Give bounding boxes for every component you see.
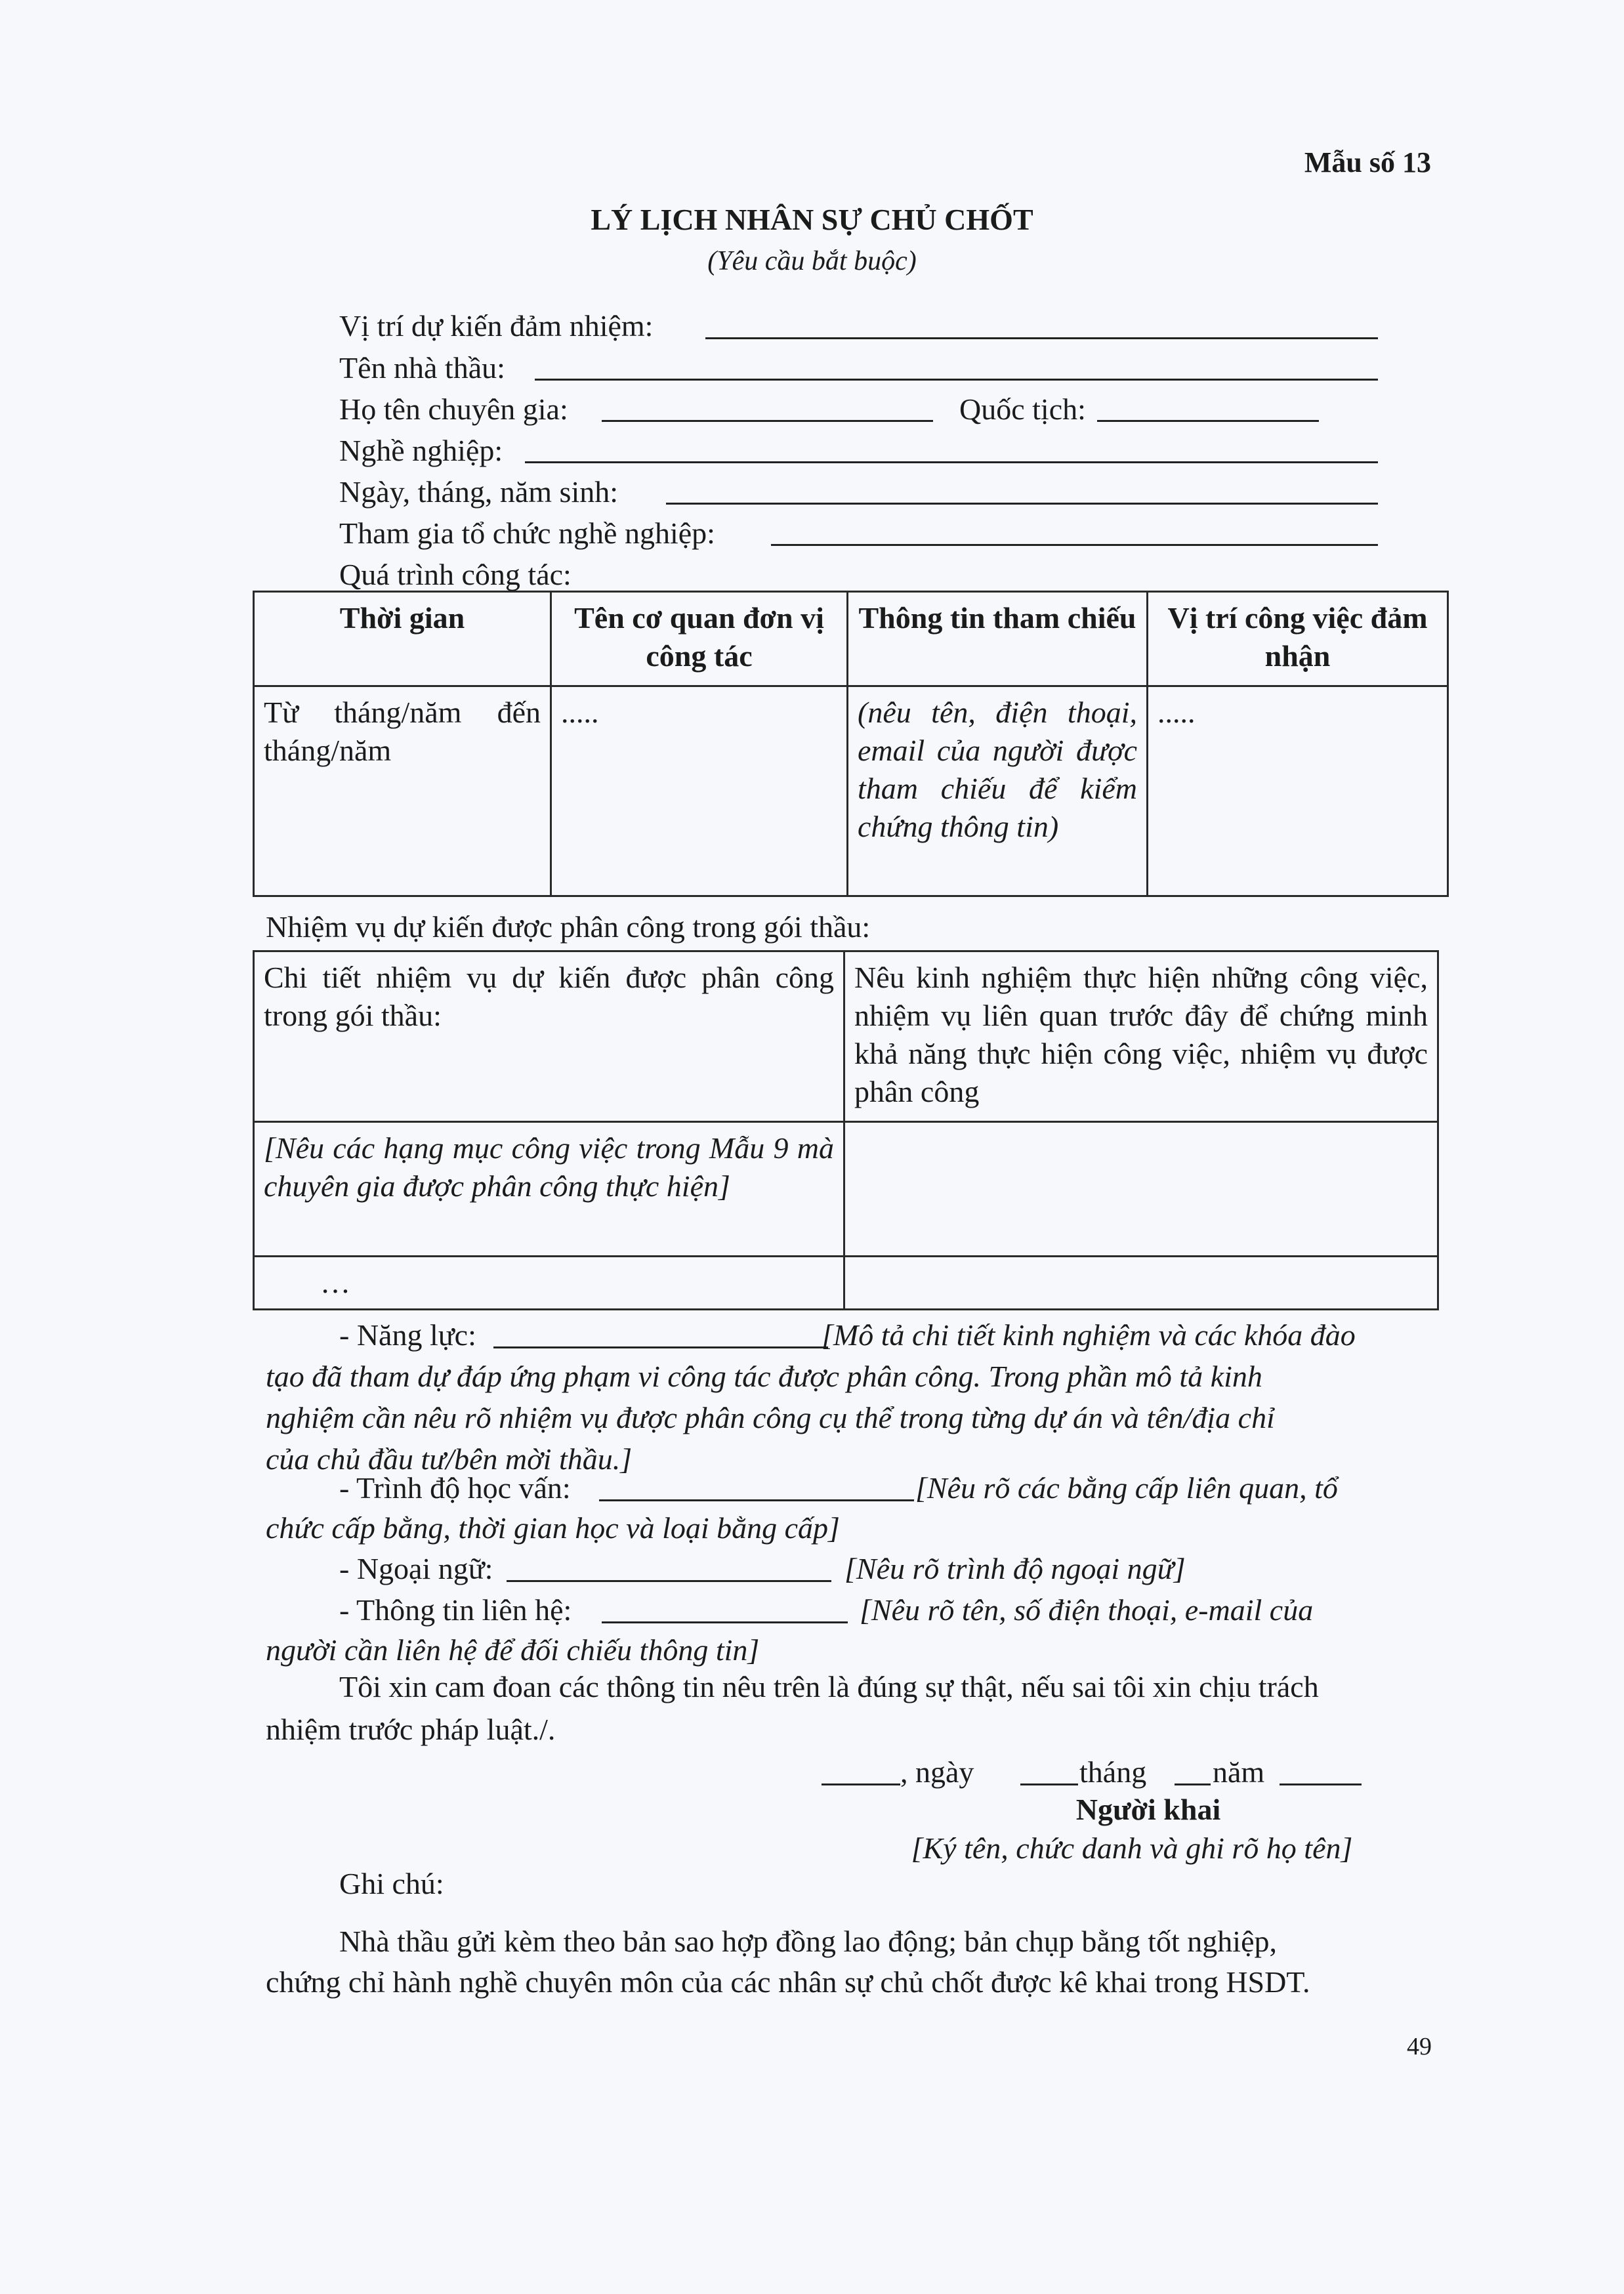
commitment-text: Tôi xin cam đoan các thông tin nêu trên là đúng sự thật, nếu sai tôi xin chịu trách xyxy=(339,1670,1319,1703)
page-number: 49 xyxy=(1407,2033,1432,2060)
cell-role[interactable]: ..... xyxy=(1148,686,1448,896)
document-subtitle: (Yêu cầu bắt buộc) xyxy=(707,246,917,276)
field-position-line[interactable] xyxy=(705,337,1378,339)
field-expert-name-line[interactable] xyxy=(602,420,933,422)
capacity-line[interactable] xyxy=(493,1346,828,1348)
capacity-note: của chủ đầu tư/bên mời thầu.] xyxy=(266,1442,633,1476)
field-position-label: Vị trí dự kiến đảm nhiệm: xyxy=(339,309,654,343)
table-row xyxy=(254,1257,1438,1310)
field-birth-date-label: Ngày, tháng, năm sinh: xyxy=(339,475,619,509)
note-text: chứng chỉ hành nghề chuyên môn của các nhân sự chủ chốt được kê khai trong HSDT. xyxy=(266,1965,1310,1999)
work-history-label: Quá trình công tác: xyxy=(339,558,572,591)
education-note: chức cấp bằng, thời gian học và loại bằng cấp] xyxy=(266,1511,840,1545)
field-contractor-line[interactable] xyxy=(535,379,1378,381)
field-organization-line[interactable] xyxy=(771,544,1378,546)
table-row xyxy=(254,951,1438,1122)
cell-reference[interactable]: (nêu tên, điện thoại, email của người được tham chiếu để kiểm chứng thông tin) xyxy=(848,686,1148,896)
date-year-line[interactable] xyxy=(1280,1783,1362,1785)
date-place-line[interactable] xyxy=(822,1783,900,1785)
cell-time-range[interactable]: Từ tháng/năm đến tháng/năm xyxy=(254,686,551,896)
education-line[interactable] xyxy=(599,1499,914,1501)
form-number: Mẫu số 13 xyxy=(1304,146,1431,178)
header-cell-reference: Thông tin tham chiếu xyxy=(848,592,1148,686)
date-day-line[interactable] xyxy=(1020,1783,1078,1785)
field-profession-label: Nghề nghiệp: xyxy=(339,434,503,467)
language-note: [Nêu rõ trình độ ngoại ngữ] xyxy=(844,1552,1186,1585)
date-month-label: tháng xyxy=(1079,1755,1147,1789)
date-year-label: năm xyxy=(1213,1755,1265,1789)
capacity-note: tạo đã tham dự đáp ứng phạm vi công tác được phân công. Trong phần mô tả kinh xyxy=(266,1360,1262,1393)
field-contractor-label: Tên nhà thầu: xyxy=(339,351,505,385)
note-text: Nhà thầu gửi kèm theo bản sao hợp đồng lao động; bản chụp bằng tốt nghiệp, xyxy=(339,1925,1277,1958)
header-cell-agency: Tên cơ quan đơn vị công tác xyxy=(551,592,848,686)
cell-ellipsis[interactable]: … xyxy=(254,1257,844,1310)
cell-task-experience[interactable] xyxy=(844,1122,1438,1257)
header-cell-time: Thời gian xyxy=(254,592,551,686)
cell-empty[interactable] xyxy=(844,1257,1438,1310)
capacity-note: nghiệm cần nêu rõ nhiệm vụ được phân công cụ thể trong từng dự án và tên/địa chỉ xyxy=(266,1401,1275,1434)
field-nationality-label: Quốc tịch: xyxy=(959,392,1086,426)
contact-note: [Nêu rõ tên, số điện thoại, e-mail của xyxy=(860,1593,1314,1627)
date-day-label: , ngày xyxy=(900,1755,974,1789)
task-section-label: Nhiệm vụ dự kiến được phân công trong gói thầu: xyxy=(266,910,871,944)
language-label: - Ngoại ngữ: xyxy=(339,1552,493,1585)
note-label: Ghi chú: xyxy=(339,1867,444,1900)
table-row xyxy=(254,1122,1438,1257)
education-label: - Trình độ học vấn: xyxy=(339,1471,571,1505)
field-organization-label: Tham gia tổ chức nghề nghiệp: xyxy=(339,516,715,550)
field-expert-name-label: Họ tên chuyên gia: xyxy=(339,392,568,426)
contact-line[interactable] xyxy=(602,1621,848,1623)
work-history-table xyxy=(253,591,1449,897)
cell-task-items[interactable]: [Nêu các hạng mục công việc trong Mẫu 9 mà chuyên gia được phân công thực hiện] xyxy=(254,1122,844,1257)
capacity-note: [Mô tả chi tiết kinh nghiệm và các khóa đào xyxy=(822,1318,1356,1352)
cell-experience-header: Nêu kinh nghiệm thực hiện những công việc, nhiệm vụ liên quan trước đây để chứng minh khả năng thực hiện công việc, nhiệm vụ được phân công xyxy=(844,951,1438,1122)
signer-title: Người khai xyxy=(1075,1793,1221,1826)
contact-note: người cần liên hệ để đối chiếu thông tin] xyxy=(266,1633,760,1667)
date-month-line[interactable] xyxy=(1175,1783,1211,1785)
field-nationality-line[interactable] xyxy=(1097,420,1319,422)
commitment-text: nhiệm trước pháp luật./. xyxy=(266,1713,556,1746)
language-line[interactable] xyxy=(507,1580,831,1582)
education-note: [Nêu rõ các bằng cấp liên quan, tổ xyxy=(915,1471,1338,1505)
header-cell-role: Vị trí công việc đảm nhận xyxy=(1148,592,1448,686)
task-table xyxy=(253,950,1439,1310)
field-profession-line[interactable] xyxy=(525,461,1378,463)
contact-label: - Thông tin liên hệ: xyxy=(339,1593,572,1627)
capacity-label: - Năng lực: xyxy=(339,1318,476,1352)
cell-agency[interactable]: ..... xyxy=(551,686,848,896)
field-birth-date-line[interactable] xyxy=(666,503,1378,505)
table-header-row xyxy=(254,592,1448,686)
cell-task-detail-header: Chi tiết nhiệm vụ dự kiến được phân công trong gói thầu: xyxy=(254,951,844,1122)
signature-instruction: [Ký tên, chức danh và ghi rõ họ tên] xyxy=(911,1831,1353,1865)
document-title: LÝ LỊCH NHÂN SỰ CHỦ CHỐT xyxy=(591,203,1033,236)
table-row xyxy=(254,686,1448,896)
